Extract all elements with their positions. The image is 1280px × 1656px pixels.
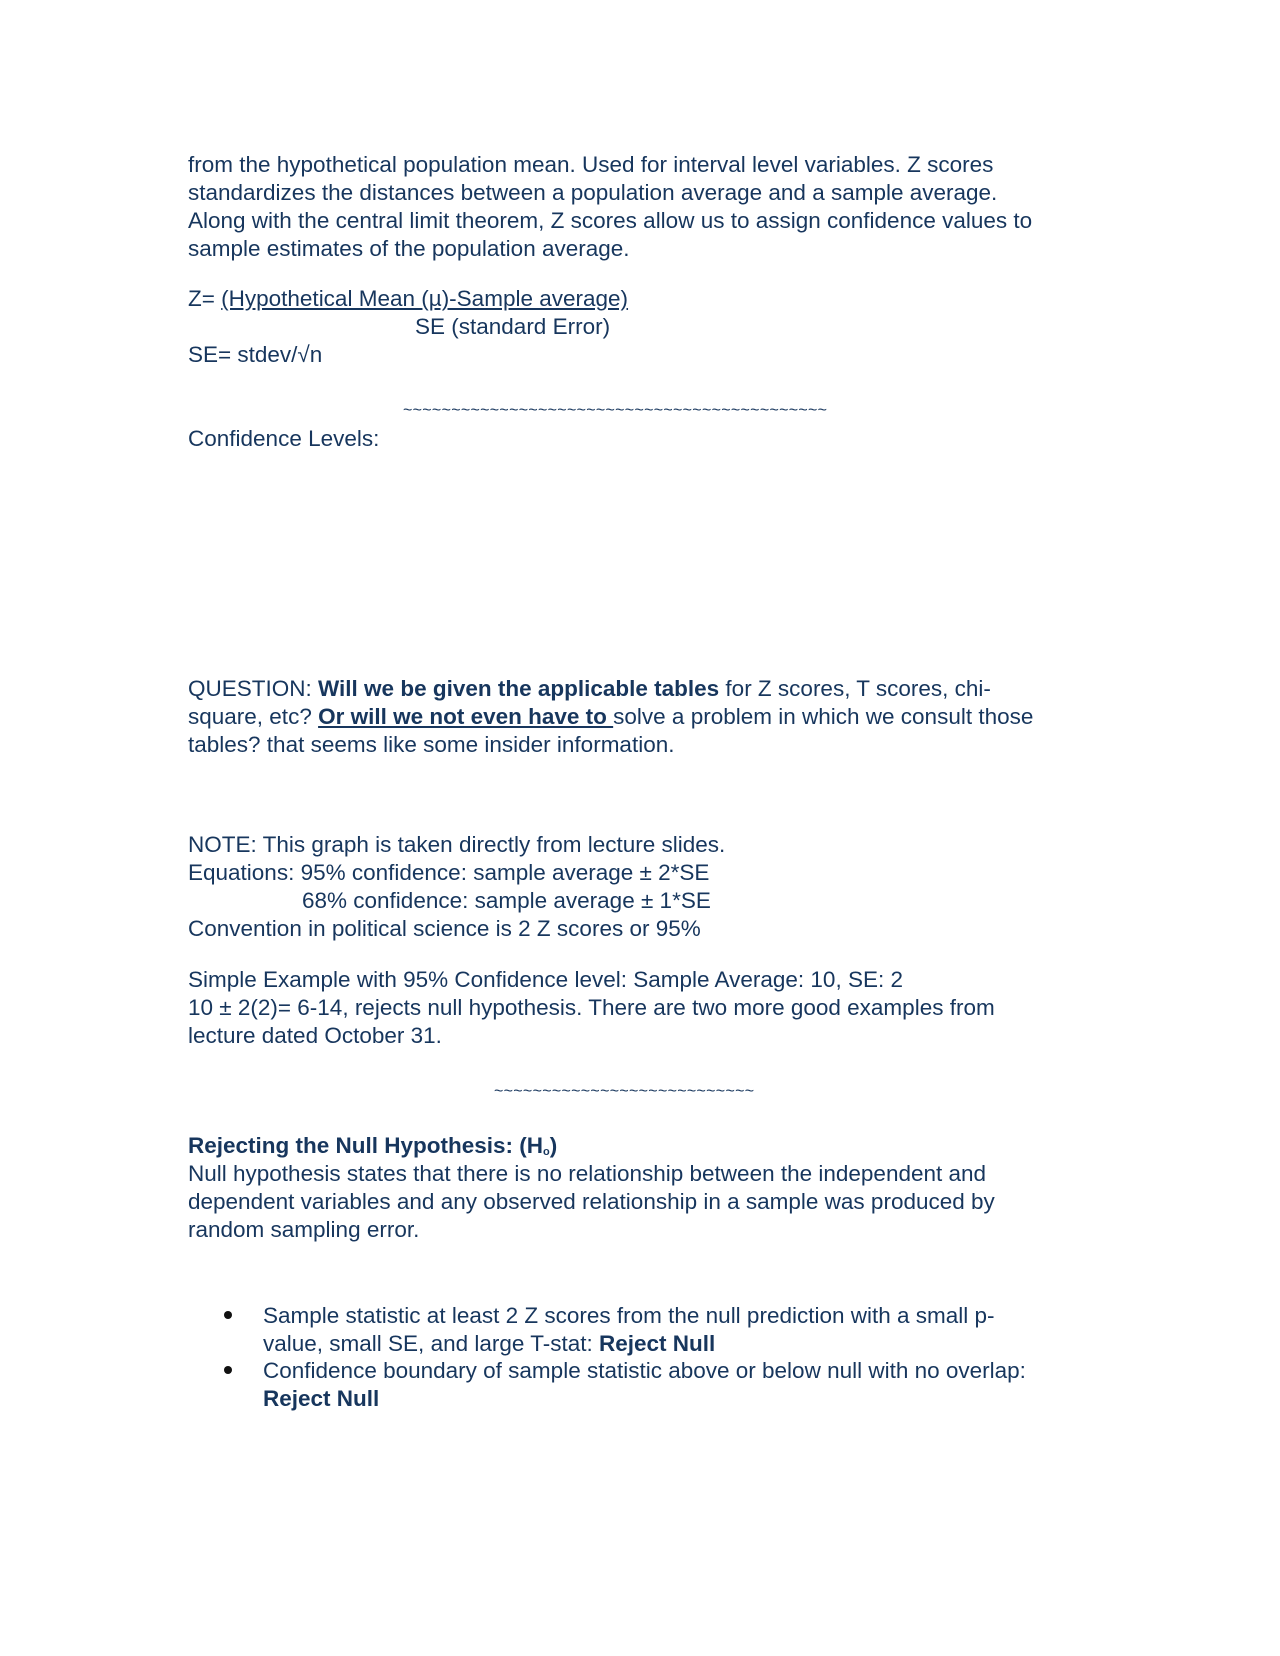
null-heading-end: ) <box>549 1133 558 1158</box>
null-line-1: Null hypothesis states that there is no relationship between the independent and <box>188 1161 987 1186</box>
question-text: for Z scores, T scores, chi- <box>719 676 991 701</box>
intro-line-2: standardizes the distances between a population average and a sample average. <box>188 180 998 205</box>
bullet-2-line-1: Confidence boundary of sample statistic above or below null with no overlap: <box>263 1358 1026 1383</box>
bullet-1-line-2 <box>263 1330 715 1358</box>
intro-line-3: Along with the central limit theorem, Z scores allow us to assign confidence values to <box>188 208 1033 233</box>
null-line-3: random sampling error. <box>188 1217 420 1242</box>
note-line-4: Convention in political science is 2 Z scores or 95% <box>188 916 701 941</box>
se-formula: SE= stdev/√n <box>188 342 323 367</box>
example-line-3: lecture dated October 31. <box>188 1023 442 1048</box>
tilde-divider: ~~~~~~~~~~~~~~~~~~~~~~~~~~~~~~~~~~~~~~~~~~~~ <box>403 402 828 419</box>
bullet-2-line-2: Reject Null <box>263 1386 380 1411</box>
null-line-2: dependent variables and any observed relationship in a sample was produced by <box>188 1189 995 1214</box>
intro-line-1: from the hypothetical population mean. Used for interval level variables. Z scores <box>188 152 994 177</box>
bullet-bold-text: Reject Null <box>599 1331 716 1356</box>
question-line-3: tables? that seems like some insider information. <box>188 732 675 757</box>
example-line-2: 10 ± 2(2)= 6-14, rejects null hypothesis. There are two more good examples from <box>188 995 995 1020</box>
note-line-1: NOTE: This graph is taken directly from lecture slides. <box>188 832 726 857</box>
question-text: solve a problem in which we consult those <box>613 704 1034 729</box>
tilde-divider: ~~~~~~~~~~~~~~~~~~~~~~~~~~~ <box>494 1083 755 1100</box>
question-prefix: QUESTION: <box>188 676 319 701</box>
z-numerator: (Hypothetical Mean (µ)-Sample average) <box>221 286 629 311</box>
bullet-icon <box>224 1311 232 1319</box>
z-denominator: SE (standard Error) <box>415 314 611 339</box>
bullet-1-line-1: Sample statistic at least 2 Z scores from the null prediction with a small p- <box>263 1303 995 1328</box>
z-formula <box>188 285 628 313</box>
note-line-3: 68% confidence: sample average ± 1*SE <box>302 888 711 913</box>
question-bold-text: Will we be given the applicable tables <box>318 676 720 701</box>
bullet-text: value, small SE, and large T-stat: <box>263 1331 599 1356</box>
intro-line-4: sample estimates of the population average. <box>188 236 630 261</box>
z-prefix: Z= <box>188 286 222 311</box>
question-line-1 <box>188 675 991 703</box>
question-text: square, etc? <box>188 704 319 729</box>
null-heading-subscript: o <box>543 1146 550 1158</box>
note-line-2: Equations: 95% confidence: sample average ± 2*SE <box>188 860 710 885</box>
example-line-1: Simple Example with 95% Confidence level: Sample Average: 10, SE: 2 <box>188 967 903 992</box>
confidence-levels-heading: Confidence Levels: <box>188 426 380 451</box>
null-heading-text: Rejecting the Null Hypothesis: (H <box>188 1133 544 1158</box>
question-bold-underline-text: Or will we not even have to <box>318 704 614 729</box>
question-line-2 <box>188 703 1033 731</box>
bullet-icon <box>224 1366 232 1374</box>
